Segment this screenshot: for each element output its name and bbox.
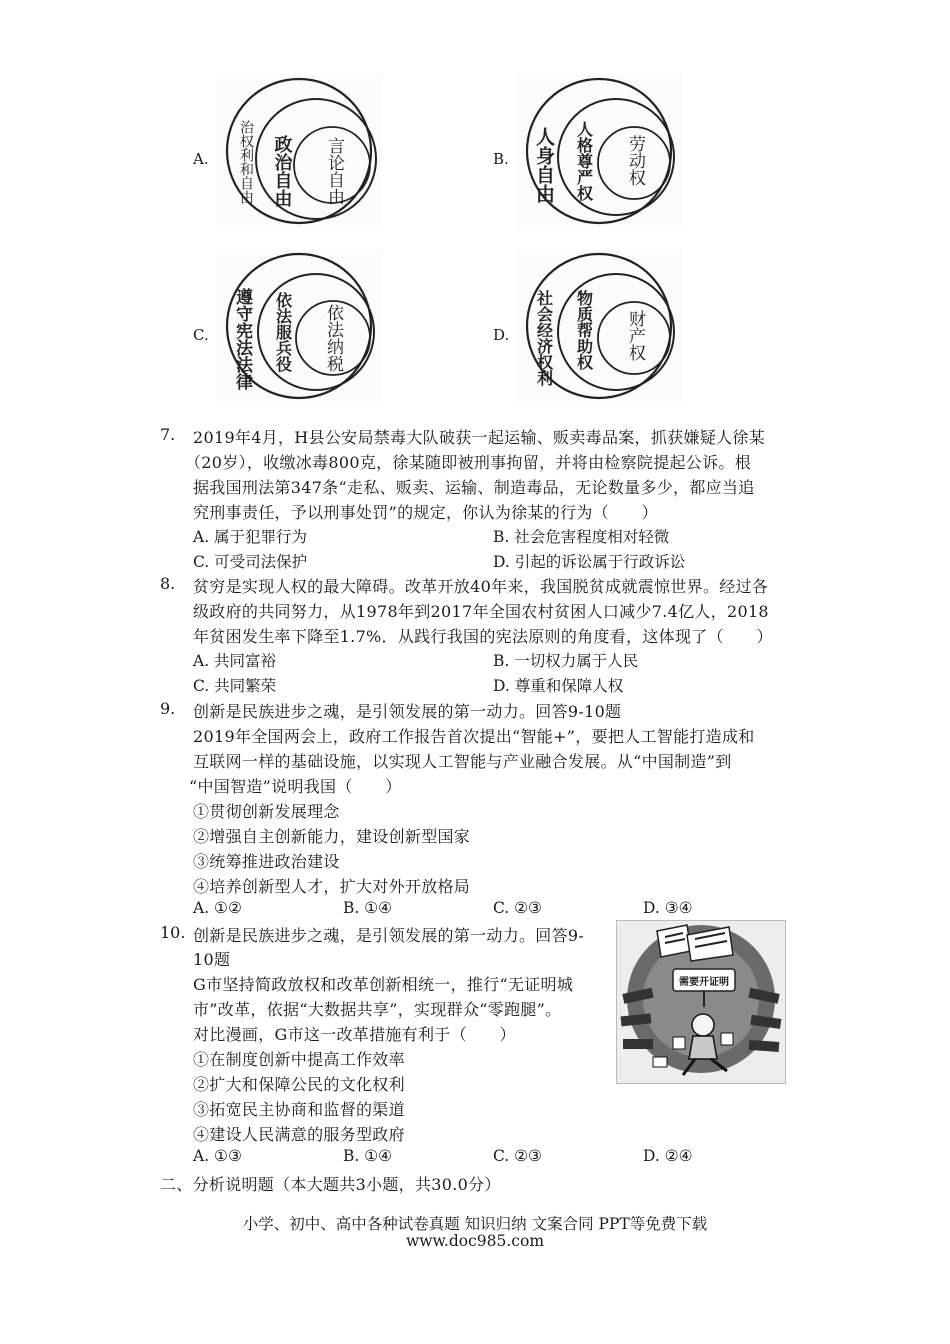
q7-choice-a[interactable]: A. 属于犯罪行为 (193, 528, 308, 546)
q10-line: 对比漫画，G市这一改革措施有利于（ ） (193, 1025, 516, 1044)
q8-choice-b[interactable]: B. 一切权力属于人民 (493, 652, 639, 670)
diagram-a (216, 75, 382, 227)
q10-choice-b[interactable]: B. ①④ (343, 1147, 393, 1165)
q7-choice-b[interactable]: B. 社会危害程度相对轻微 (493, 528, 670, 546)
diagram-a-inner-text: 言论自由 (324, 137, 344, 205)
diagram-c (216, 250, 382, 402)
q7-line: （20岁），收缴冰毒800克，徐某随即被刑事拘留，并将由检察院提起公诉。根 (185, 453, 751, 472)
q9-line: “中国智造”说明我国（ ） (189, 777, 402, 796)
q10-number: 10. (160, 923, 186, 942)
diagram-a-middle-text: 政治自由 (271, 135, 293, 207)
q10-item: ①在制度创新中提高工作效率 (193, 1050, 405, 1069)
q8-line: 贫穷是实现人权的最大障碍。改革开放40年来，我国脱贫成就震惊世界。经过各 (193, 577, 769, 596)
diagram-d-outer-text: 社会经济权利 (534, 290, 554, 386)
q8-choice-c[interactable]: C. 共同繁荣 (193, 677, 277, 695)
q7-choice-c[interactable]: C. 可受司法保护 (193, 553, 308, 571)
diagram-d-letter: D. (493, 326, 510, 344)
q10-choice-c[interactable]: C. ②③ (493, 1147, 542, 1165)
q9-item: ③统筹推进政治建设 (193, 852, 340, 871)
q8-choice-a[interactable]: A. 共同富裕 (193, 652, 277, 670)
q10-choice-d[interactable]: D. ②④ (643, 1147, 693, 1165)
q10-item: ③拓宽民主协商和监督的渠道 (193, 1100, 405, 1119)
q10-line: 10题 (193, 950, 231, 969)
diagram-d (516, 250, 682, 402)
diagram-c-middle-text: 依法服兵役 (273, 292, 293, 372)
q9-number: 9. (160, 699, 176, 718)
footer-url[interactable]: www.doc985.com (405, 1232, 545, 1250)
q9-choice-d[interactable]: D. ③④ (643, 899, 693, 917)
q8-choice-d[interactable]: D. 尊重和保障人权 (493, 677, 624, 695)
q10-line: 市”改革，依据“大数据共享”，实现群众“零跑腿”。 (193, 1000, 562, 1019)
q7-number: 7. (160, 425, 176, 444)
cartoon-sign-text: 需要开证明 (679, 977, 729, 988)
q9-line: 互联网一样的基础设施，以实现人工智能与产业融合发展。从“中国制造”到 (193, 752, 732, 771)
diagram-a-letter: A. (193, 150, 209, 168)
q9-item: ①贯彻创新发展理念 (193, 802, 340, 821)
diagram-b-letter: B. (493, 150, 509, 168)
q10-line: G市坚持简政放权和改革创新相统一，推行“无证明城 (193, 975, 574, 994)
footer-line-1: 小学、初中、高中各种试卷真题 知识归纳 文案合同 PPT等免费下载 (242, 1215, 708, 1233)
q10-choice-a[interactable]: A. ①③ (193, 1147, 242, 1165)
q9-choice-a[interactable]: A. ①② (193, 899, 242, 917)
section-2-heading: 二、分析说明题（本大题共3小题，共30.0分） (160, 1175, 501, 1194)
q10-item: ②扩大和保障公民的文化权利 (193, 1075, 405, 1094)
q7-line: 2019年4月，H县公安局禁毒大队破获一起运输、贩卖毒品案，抓获嫌疑人徐某 (193, 428, 765, 447)
q9-line: 2019年全国两会上，政府工作报告首次提出“智能+”，要把人工智能打造成和 (193, 727, 755, 746)
diagram-c-inner-text: 依法纳税 (323, 304, 343, 372)
diagram-b-middle-text: 人格尊严权 (574, 121, 594, 201)
q10-line: 创新是民族进步之魂，是引领发展的第一动力。回答9- (193, 926, 585, 945)
q8-number: 8. (160, 574, 176, 593)
diagram-a-outer-text: 治权利和自由 (238, 120, 254, 204)
q9-choice-c[interactable]: C. ②③ (493, 899, 542, 917)
diagram-b (516, 75, 682, 227)
q7-line: 究刑事责任，予以刑事处罚”的规定，你认为徐某的行为（ ） (193, 503, 658, 522)
cartoon-image (616, 920, 786, 1084)
q8-line: 年贫困发生率下降至1.7%．从践行我国的宪法原则的角度看，这体现了（ ） (193, 627, 773, 646)
q9-item: ②增强自主创新能力，建设创新型国家 (193, 827, 471, 846)
q9-line: 创新是民族进步之魂，是引领发展的第一动力。回答9-10题 (193, 702, 622, 721)
diagram-c-letter: C. (193, 326, 209, 344)
q7-line: 据我国刑法第347条“走私、贩卖、运输、制造毒品，无论数量多少，都应当追 (193, 478, 755, 497)
diagram-d-middle-text: 物质帮助权 (574, 290, 594, 370)
q9-item: ④培养创新型人才，扩大对外开放格局 (193, 877, 471, 896)
q10-item: ④建设人民满意的服务型政府 (193, 1125, 405, 1144)
diagram-b-inner-text: 劳动权 (625, 135, 645, 186)
diagram-b-outer-text: 人身自由 (533, 127, 555, 203)
diagram-c-outer-text: 遵守宪法法律 (232, 288, 252, 390)
diagram-d-inner-text: 财产权 (625, 310, 645, 361)
q8-line: 级政府的共同努力，从1978年到2017年全国农村贫困人口减少7.4亿人，2018 (193, 602, 769, 621)
q7-choice-d[interactable]: D. 引起的诉讼属于行政诉讼 (493, 553, 686, 571)
q9-choice-b[interactable]: B. ①④ (343, 899, 393, 917)
